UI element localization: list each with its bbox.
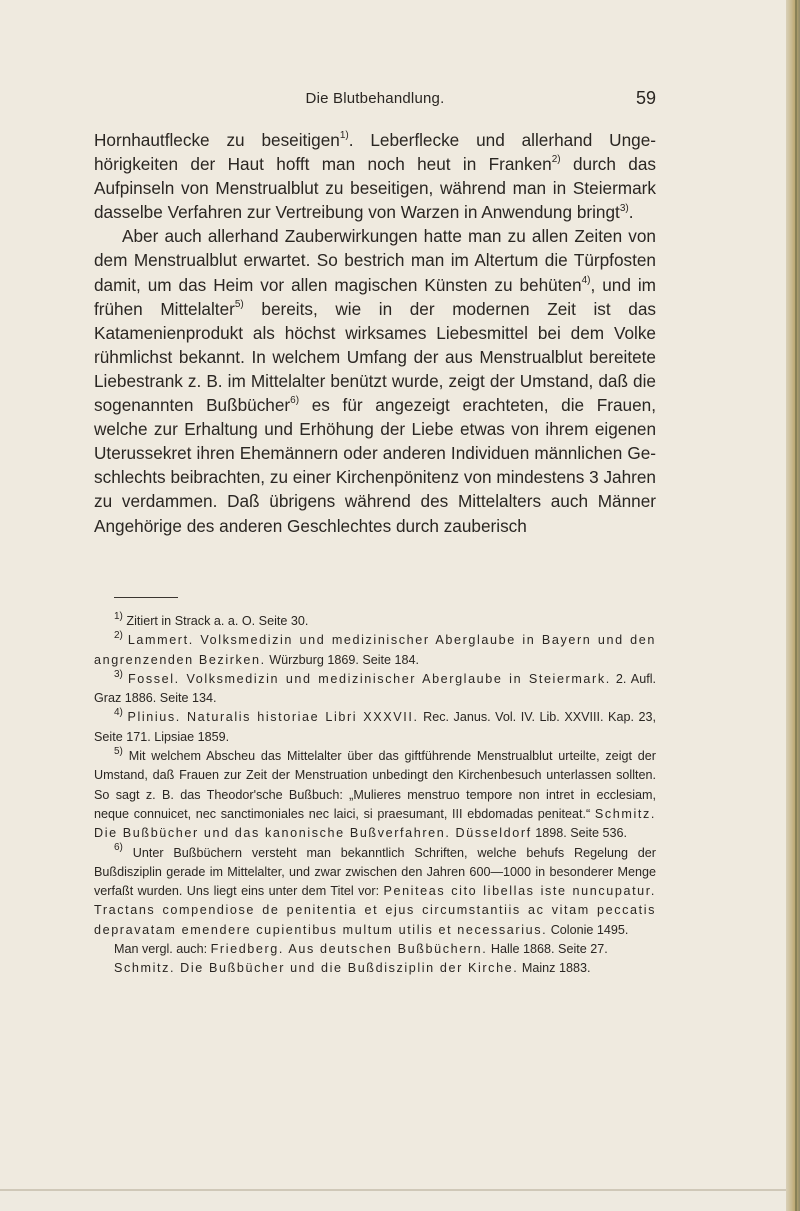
footnote-text: Colonie 1495. (547, 922, 629, 937)
footnote-number: 1) (114, 610, 123, 622)
footnote-title: Naturalis historiae Libri XXXVII. (180, 710, 419, 725)
footnote-4 (94, 708, 656, 747)
footnote-ref-6: 6) (290, 395, 300, 407)
text-segment: bereits, wie in der modernen Zeit ist das Katamenienprodukt als höchst wirksames Liebesmittel bei dem Volke rühmlichst bekannt. In welchem Umfang der aus Menstrualblut bereitete Liebestrank z. B. im Mittelalter benützt wurde, zeigt der Umstand, daß die sogenannten Bußbücher (94, 298, 656, 416)
page-header (94, 88, 656, 114)
page-number: 59 (635, 88, 656, 108)
footnote-text: Rec. Janus. Vol. IV. Lib. XXVIII. Kap. 23, Seite 171. Lipsiae 1859. (94, 710, 656, 744)
text-segment: . (628, 202, 634, 223)
footnote-6 (94, 844, 656, 940)
footnote-text: Unter Bußbüchern versteht man bekanntlich Schriften, welche behufs Regelung der Bußdisziplin gerade im Mittelalter, und zwar zwischen den Jahren 600—1000 in besonderer Menge verfaßt wurden. Uns liegt eins unter dem Titel vor: (94, 845, 656, 899)
footnote-author: Fossel. (127, 671, 180, 686)
footnote-text: 2. Aufl. Graz 1886. Seite 134. (94, 671, 656, 706)
page-bottom-edge (0, 1189, 786, 1211)
footnote-ref-4: 4) (581, 274, 591, 286)
footnote-5 (94, 747, 656, 843)
footnote-6-continued-1 (94, 940, 656, 959)
footnote-text: Mainz 1883. (518, 961, 591, 976)
footnote-text: Mit welchem Abscheu das Mittelalter über das giftführende Menstrualblut urteilte, zeigt der Umstand, daß Frauen zur Zeit der Menstruation unbedingt den Kirchenbesuch unterlassen sollten. So sagt z. B. das Theodor'sche Bußbuch: „Mulieres menstruo tempore non intret in ecclesiam, neque connuicet, nec sanctimoniales nec laici, si praesumant, III ebdomadas peniteat.“ (94, 749, 656, 821)
footnote-1 (94, 612, 656, 631)
footnote-number: 6) (114, 842, 123, 854)
footnote-place: Düsseldorf (450, 826, 532, 841)
footnote-author: Schmitz. (594, 806, 656, 821)
footnote-title: Volksmedizin und medizinischer Aberglaube in Steiermark. (179, 671, 611, 686)
paragraph-1 (94, 128, 656, 224)
footnote-number: 2) (114, 630, 123, 642)
book-page-edge (786, 0, 800, 1211)
footnote-title: Schmitz. Die Bußbücher und die Bußdisziplin der Kirche. (114, 961, 519, 976)
text-segment: Hornhautflecke zu beseitigen (94, 130, 340, 150)
footnote-divider (114, 597, 178, 598)
footnote-author: Plinius. (127, 710, 181, 725)
footnote-number: 4) (114, 707, 123, 719)
paragraph-2 (94, 224, 656, 537)
footnote-author: Lammert. (127, 633, 194, 648)
footnote-title: Volksmedizin und medizinischer Aberglaube in Bayern und den angrenzenden Bezirken. (94, 633, 656, 667)
text-segment: , und im frühen Mittelalter (94, 274, 656, 319)
footnote-title: Peniteas cito libellas iste nuncupatur. Tractans compendiose de penitentia et ejus circumstantiis ac vitam peccatis depravatam emendere cupientibus multum utilis et necessarius. (94, 884, 656, 937)
footnote-2 (94, 631, 656, 670)
text-segment: es für angezeigt erachteten, die Frauen, welche zur Erhaltung und Erhöhung der Liebe etwas von ihrem eigenen Uterussekret ihren Ehemännern oder anderen Individuen männlichen Geschlechts beibrachten, zu einer Kirchenpönitenz von mindestens 3 Jahren zu verdammen. Daß übrigens während des Mittelalters auch Männer Angehörige des anderen Geschlechtes durch zauberisch (94, 395, 657, 536)
footnote-6-continued-2 (94, 959, 656, 978)
footnote-3 (94, 670, 656, 709)
footnote-ref-1: 1) (339, 130, 349, 142)
footnote-text: Halle 1868. Seite 27. (487, 942, 608, 957)
book-binding-line (795, 0, 797, 1211)
text-segment: . Leberflecke und allerhand Ungehörigkeiten der Haut hofft man noch heut in Franken (94, 130, 656, 175)
footnote-text: Zitiert in Strack a. a. O. Seite 30. (122, 614, 309, 628)
running-head: Die Blutbehandlung. (305, 90, 445, 107)
text-segment: Aber auch allerhand Zauberwirkungen hatte man zu allen Zeiten von dem Menstrualblut erwartet. So bestrich man im Altertum die Türpfosten damit, um das Heim vor allen magischen Künsten zu behüten (94, 226, 656, 295)
footnote-ref-2: 2) (551, 154, 561, 166)
footnote-title: Die Bußbücher und das kanonische Bußverfahren. (94, 826, 451, 841)
footnote-text: 1898. Seite 536. (531, 826, 627, 841)
footnote-ref-5: 5) (234, 298, 244, 310)
footnote-title: Friedberg. Aus deutschen Bußbüchern. (210, 942, 488, 957)
footnote-ref-3: 3) (619, 202, 629, 214)
footnotes (94, 612, 656, 979)
footnote-text: Würzburg 1869. Seite 184. (265, 652, 420, 667)
footnote-text: Man vergl. auch: (114, 942, 211, 957)
footnote-number: 3) (114, 668, 123, 680)
footnote-number: 5) (114, 745, 123, 757)
main-text (94, 128, 656, 538)
text-segment: durch das Aufpinseln von Menstrualblut zu beseitigen, während man in Steiermark dasselbe Verfahren zur Vertreibung von Warzen in Anwendung bringt (94, 154, 656, 223)
